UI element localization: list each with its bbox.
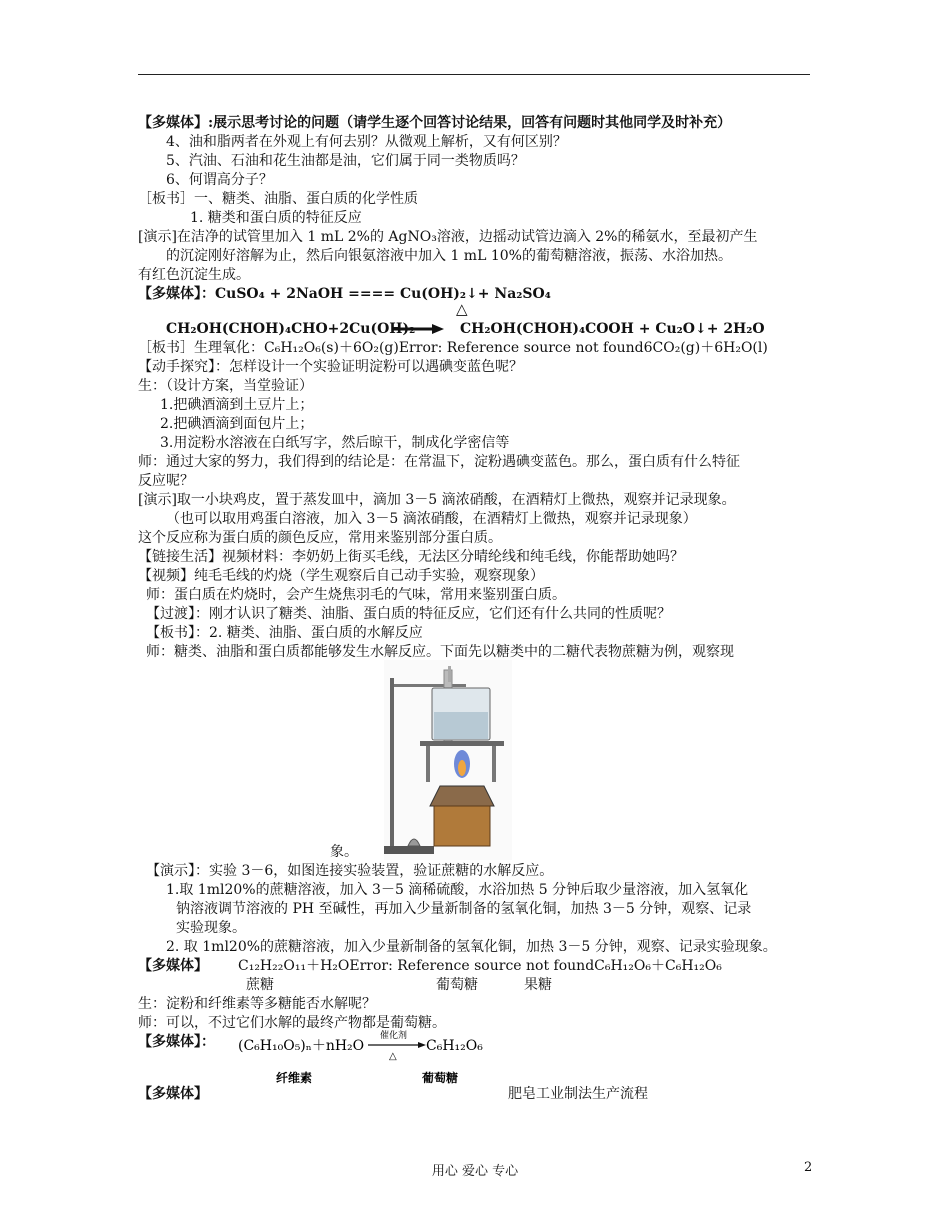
- board-1: ［板书］一、糖类、油脂、蛋白质的化学性质: [138, 191, 418, 207]
- multimedia-label-3: 【多媒体】：: [138, 1034, 215, 1050]
- reaction-arrow-icon: [390, 322, 446, 336]
- eq-right: C₆H₁₂O₆: [426, 1038, 483, 1054]
- eq-label-cellulose: 纤维素: [276, 1071, 313, 1085]
- multimedia-label-4: 【多媒体】: [138, 1086, 208, 1102]
- subheading-1: 1. 糖类和蛋白质的特征反应: [190, 210, 362, 226]
- step-1: 1.把碘酒滴到土豆片上；: [160, 397, 314, 413]
- soap-process-title: 肥皂工业制法生产流程: [508, 1086, 648, 1102]
- delta-symbol: △: [456, 300, 468, 318]
- sucrose-step-2: 2. 取 1ml20%的蔗糖溶液，加入少量新制备的氢氧化铜，加热 3－5 分钟，观察、记录实验现象。: [166, 939, 777, 955]
- sucrose-step-1: 1.取 1ml20%的蔗糖溶液，加入 3－5 滴稀硫酸，水浴加热 5 分钟后取少量溶液，加入氢氧化: [166, 882, 749, 898]
- student-question: 生：淀粉和纤维素等多糖能否水解呢？: [138, 996, 376, 1012]
- teacher-conclusion: 师：通过大家的努力，我们得到的结论是：在常温下，淀粉遇碘变蓝色。那么，蛋白质有什么特征: [138, 454, 740, 470]
- student-design: 生：（设计方案，当堂验证）: [138, 378, 313, 394]
- demo-1-cont: 的沉淀刚好溶解为止，然后向银氨溶液中加入 1 mL 10%的葡萄糖溶液，振荡、水浴加热。: [166, 248, 732, 264]
- eq-heat: △: [389, 1051, 397, 1062]
- multimedia-label-2: 【多媒体】: [138, 958, 208, 974]
- eq-label-glucose: 葡萄糖: [422, 1071, 459, 1085]
- link-life: 【链接生活】视频材料：李奶奶上街买毛线，无法区分晴纶线和纯毛线，你能帮助她吗？: [138, 549, 684, 565]
- step-3: 3.用淀粉水溶液在白纸写字，然后晾干，制成化学密信等: [160, 435, 510, 451]
- glucose-reaction-right: CH₂OH(CHOH)₄COOH + Cu₂O↓+ 2H₂O: [460, 321, 765, 337]
- board-hydrolysis: 【板书】：2. 糖类、油脂、蛋白质的水解反应: [146, 625, 423, 641]
- observe-suffix: 象。: [330, 844, 358, 860]
- teacher-burning: 师：蛋白质在灼烧时，会产生烧焦羽毛的气味，常用来鉴别蛋白质。: [146, 587, 566, 603]
- label-glucose: 葡萄糖: [436, 977, 478, 993]
- page-number: 2: [804, 1160, 813, 1175]
- hands-on: 【动手探究】：怎样设计一个实验证明淀粉可以遇碘变蓝色呢？: [138, 359, 523, 375]
- video-burning: 【视频】纯毛毛线的灼烧（学生观察后自己动手实验，观察现象）: [138, 568, 544, 584]
- sucrose-equation: C₁₂H₂₂O₁₁＋H₂OError: Reference source not foundC₆H₁₂O₆＋C₆H₁₂O₆: [238, 958, 722, 974]
- question-4: 4、油和脂两者在外观上有何去别？从微观上解析，又有何区别？: [166, 134, 567, 150]
- line-multimedia-1: 【多媒体】:展示思考讨论的问题（请学生逐个回答讨论结果，回答有问题时其他同学及时补充）: [138, 115, 732, 131]
- demo-1-result: 有红色沉淀生成。: [138, 267, 250, 283]
- glucose-reaction-left: CH₂OH(CHOH)₄CHO+2Cu(OH)₂: [166, 321, 416, 337]
- question-5: 5、汽油、石油和花生油都是油，它们属于同一类物质吗？: [166, 153, 525, 169]
- eq-left: (C₆H₁₀O₅)ₙ＋nH₂O: [238, 1038, 365, 1054]
- demo-protein: [演示]取一小块鸡皮，置于蒸发皿中，滴加 3－5 滴浓硝酸，在酒精灯上微热，观察并记录现象。: [138, 492, 736, 508]
- footer-motto: 用心 爱心 专心: [431, 1164, 519, 1179]
- label-sucrose: 蔗糖: [246, 977, 274, 993]
- teacher-hydrolysis: 师：糖类、油脂和蛋白质都能够发生水解反应。下面先以糖类中的二糖代表物蔗糖为例，观察现: [146, 644, 734, 660]
- board-oxidation: ［板书］生理氧化：C₆H₁₂O₆(s)＋6O₂(g)Error: Reference source not found6CO₂(g)＋6H₂O(l): [138, 340, 768, 356]
- teacher-conclusion-cont: 反应呢？: [138, 473, 194, 489]
- header-rule: [138, 74, 810, 75]
- question-6: 6、何谓高分子？: [166, 172, 273, 188]
- multimedia-cuso4: 【多媒体】：CuSO₄ + 2NaOH ==== Cu(OH)₂↓+ Na₂SO₄: [138, 286, 551, 302]
- sucrose-step-1-end: 实验现象。: [176, 920, 246, 936]
- step-2: 2.把碘酒滴到面包片上；: [160, 416, 314, 432]
- water-bath-apparatus-image: [384, 660, 512, 860]
- demo-sucrose: 【演示】：实验 3－6，如图连接实验装置，验证蔗糖的水解反应。: [146, 863, 554, 879]
- color-reaction: 这个反应称为蛋白质的颜色反应，常用来鉴别部分蛋白质。: [138, 530, 502, 546]
- teacher-answer: 师：可以，不过它们水解的最终产物都是葡萄糖。: [138, 1015, 446, 1031]
- eq-catalyst: 催化剂: [380, 1031, 408, 1041]
- cellulose-hydrolysis-image: [236, 1028, 496, 1086]
- demo-1: [演示]在洁净的试管里加入 1 mL 2%的 AgNO₃溶液，边摇动试管边滴入 2%的稀氨水，至最初产生: [138, 229, 758, 245]
- demo-protein-alt: （也可以取用鸡蛋白溶液，加入 3－5 滴浓硝酸，在酒精灯上微热，观察并记录现象）: [166, 511, 697, 527]
- sucrose-step-1-cont: 钠溶液调节溶液的 PH 至碱性，再加入少量新制备的氢氧化铜，加热 3－5 分钟，观察、记录: [176, 901, 752, 917]
- transition: 【过渡】：刚才认识了糖类、油脂、蛋白质的特征反应，它们还有什么共同的性质呢？: [146, 606, 671, 622]
- label-fructose: 果糖: [524, 977, 552, 993]
